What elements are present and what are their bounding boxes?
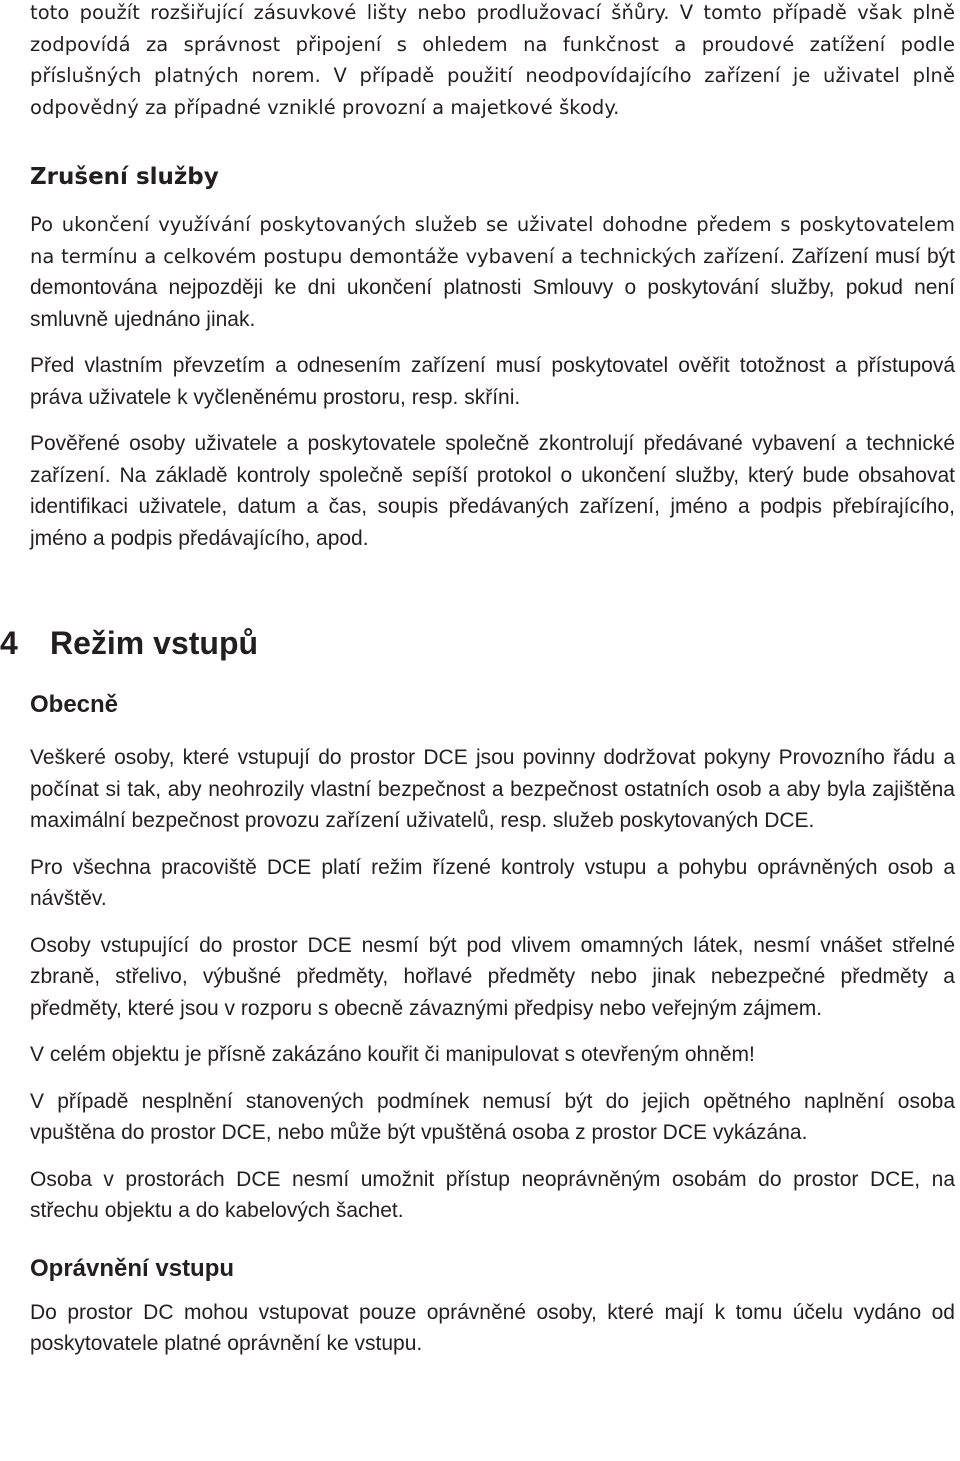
- zruseni-paragraph-2: Před vlastním převzetím a odnesením zařízení musí poskytovatel ověřit totožnost a přístupová práva uživatele k vyčleněnému prostoru, resp. skříni.: [30, 354, 955, 409]
- opravneni-heading: Oprávnění vstupu: [30, 1254, 235, 1282]
- obecne-paragraph-1: Veškeré osoby, které vstupují do prostor DCE jsou povinny dodržovat pokyny Provozního řádu a počínat si tak, aby neohrozily vlastní bezpečnost a bezpečnost ostatních osob a aby byla zajištěna maximální bezpečnost provozu zařízení uživatelů, resp. služeb poskytovaných DCE.: [30, 746, 955, 832]
- opravneni-paragraph: Do prostor DC mohou vstupovat pouze oprávněné osoby, které mají k tomu účelu vydáno od poskytovatele platné oprávnění ke vstupu.: [30, 1300, 955, 1355]
- obecne-paragraph-3: Osoby vstupující do prostor DCE nesmí být pod vlivem omamných látek, nesmí vnášet střelné zbraně, střelivo, výbušné předměty, hořlavé předměty nebo jinak nebezpečné předměty a předměty, které jsou v rozporu s obecně závaznými předpisy nebo veřejným zájmem.: [30, 933, 955, 1020]
- zruseni-paragraph-1: [30, 209, 955, 335]
- zruseni-paragraph-3: [30, 428, 955, 554]
- section-title: Režim vstupů: [50, 625, 259, 661]
- intro-paragraph: toto použít rozšiřující zásuvkové lišty nebo prodlužovací šňůry. V tomto případě však plně zodpovídá za správnost připojení s ohledem na funkčnost a proudové zatížení podle příslušných platných norem. V případě použití neodpovídajícího zařízení je uživatel plně odpovědný za případné vzniklé provozní a majetkové škody.: [30, 1, 955, 119]
- zruseni-heading: Zrušení služby: [30, 164, 219, 190]
- obecne-paragraph-6: Osoba v prostorách DCE nesmí umožnit přístup neoprávněným osobám do prostor DCE, na střechu objektu a do kabelových šachet.: [30, 1167, 955, 1222]
- zruseni-p1-part-a: Po ukončení využívání poskytovaných služeb se uživatel dohodne předem s poskytovatelem na termínu a celkovém postupu demontáže vybavení a technických zařízení.: [30, 213, 955, 268]
- section-number: 4: [0, 625, 18, 661]
- section-4-heading: [0, 624, 955, 662]
- zruseni-p1-part-b: Zařízení musí být demontována nejpozději ke dni ukončení platnosti Smlouvy o poskytování služby, pokud není smluvně ujednáno jinak.: [30, 244, 955, 331]
- zruseni-p3-part-a: Pověřené osoby uživatele a poskytovatele společně zkontrolují předávané vybavení a technické zařízení.: [30, 432, 955, 487]
- obecne-heading: Obecně: [30, 691, 119, 718]
- zruseni-p3-part-b: Na základě kontroly společně sepíší protokol o ukončení služby, který bude obsahovat identifikaci uživatele, datum a čas, soupis předávaných zařízení, jméno a podpis přebírajícího, jméno a podpis předávajícího, apod.: [30, 463, 955, 550]
- obecne-paragraph-4: V celém objektu je přísně zakázáno kouřit či manipulovat s otevřeným ohněm!: [30, 1043, 755, 1066]
- obecne-paragraph-2: Pro všechna pracoviště DCE platí režim řízené kontroly vstupu a pohybu oprávněných osob a návštěv.: [30, 855, 955, 910]
- obecne-paragraph-5: V případě nesplnění stanovených podmínek nemusí být do jejich opětného naplnění osoba vpuštěna do prostor DCE, nebo může být vpuštěná osoba z prostor DCE vykázána.: [30, 1089, 955, 1144]
